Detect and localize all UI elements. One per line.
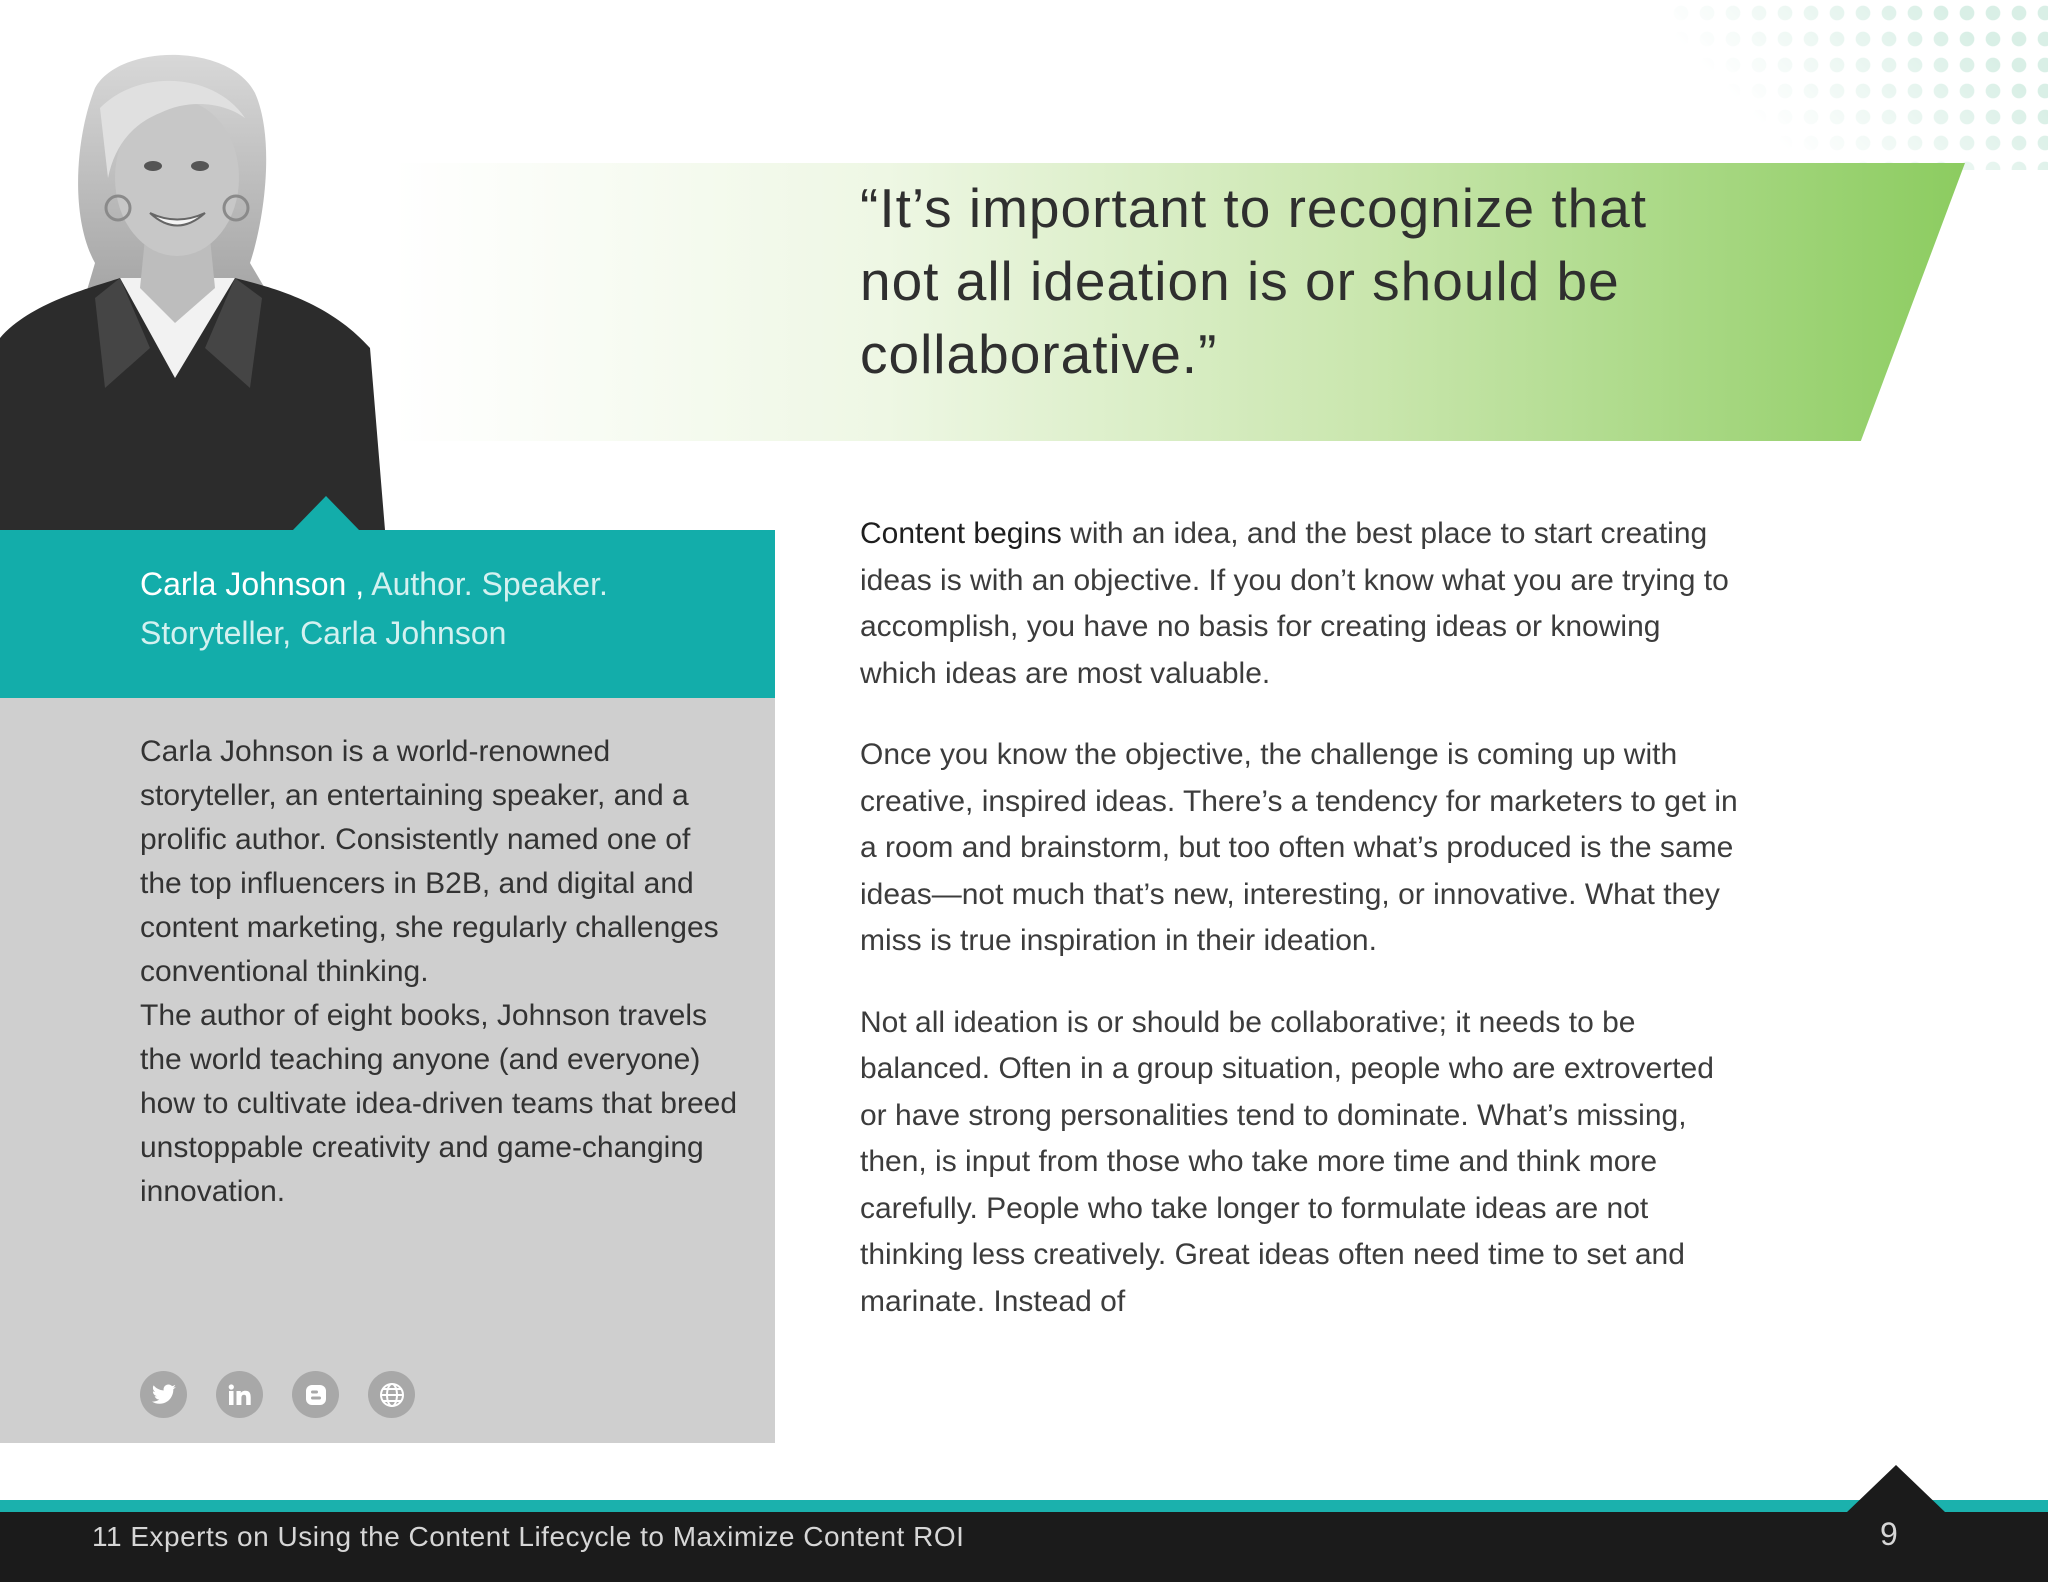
lead-in: Content begins (860, 517, 1062, 550)
social-links (140, 1371, 415, 1418)
article-paragraph: Once you know the objective, the challenge is coming up with creative, inspired ideas. There’s a tendency for marketers to get in a room and brainstorm, but too often what’s produced is the same ideas—not much that’s new, interesting, or innovative. What they miss is true inspiration in their ideation. (860, 738, 1738, 957)
paragraph-text: with an idea, and the best place to start creating ideas is with an objective. If you don’t know what you are trying to accomplish, you have no basis for creating ideas or knowing which ideas are most valuable. (860, 517, 1729, 690)
author-name: Carla Johnson , (140, 566, 365, 602)
author-byline (140, 560, 740, 658)
pull-quote-line: collaborative.” (860, 323, 1218, 385)
author-role: Author. Speaker. Storyteller, Carla Johnson (140, 566, 608, 651)
bio-paragraph: Carla Johnson is a world-renowned storyteller, an entertaining speaker, and a prolific author. Consistently named one of the top influencers in B2B, and digital and content marketing, she regularly challenges conventional thinking. (140, 735, 719, 988)
pull-quote (860, 172, 1860, 391)
decorative-dot-pattern (1668, 0, 2048, 170)
linkedin-icon[interactable] (216, 1371, 263, 1418)
author-bio (140, 730, 740, 1214)
bio-paragraph: The author of eight books, Johnson travels the world teaching anyone (and everyone) how to cultivate idea-driven teams that breed unstoppable creativity and game-changing innovation. (140, 999, 737, 1208)
footer-accent-line (0, 1500, 2048, 1512)
blogger-icon[interactable] (292, 1371, 339, 1418)
article-paragraph: Not all ideation is or should be collaborative; it needs to be balanced. Often in a group situation, people who are extroverted or have strong personalities tend to dominate. What’s missing, then, is input from those who take more time and think more carefully. People who take longer to formulate ideas are not thinking less creatively. Great ideas often need time to set and marinate. Instead of (860, 1005, 1714, 1318)
twitter-icon[interactable] (140, 1371, 187, 1418)
footer-notch (1846, 1465, 1946, 1513)
globe-icon[interactable] (368, 1371, 415, 1418)
article-body (860, 511, 1740, 1360)
document-title: 11 Experts on Using the Content Lifecycle to Maximize Content ROI (92, 1521, 965, 1552)
article-paragraph (860, 511, 1740, 697)
teal-notch (292, 496, 360, 531)
author-portrait (0, 48, 390, 530)
pull-quote-line: “It’s important to recognize that (860, 177, 1648, 239)
page-number: 9 (1880, 1516, 1898, 1552)
pull-quote-line: not all ideation is or should be (860, 250, 1620, 312)
